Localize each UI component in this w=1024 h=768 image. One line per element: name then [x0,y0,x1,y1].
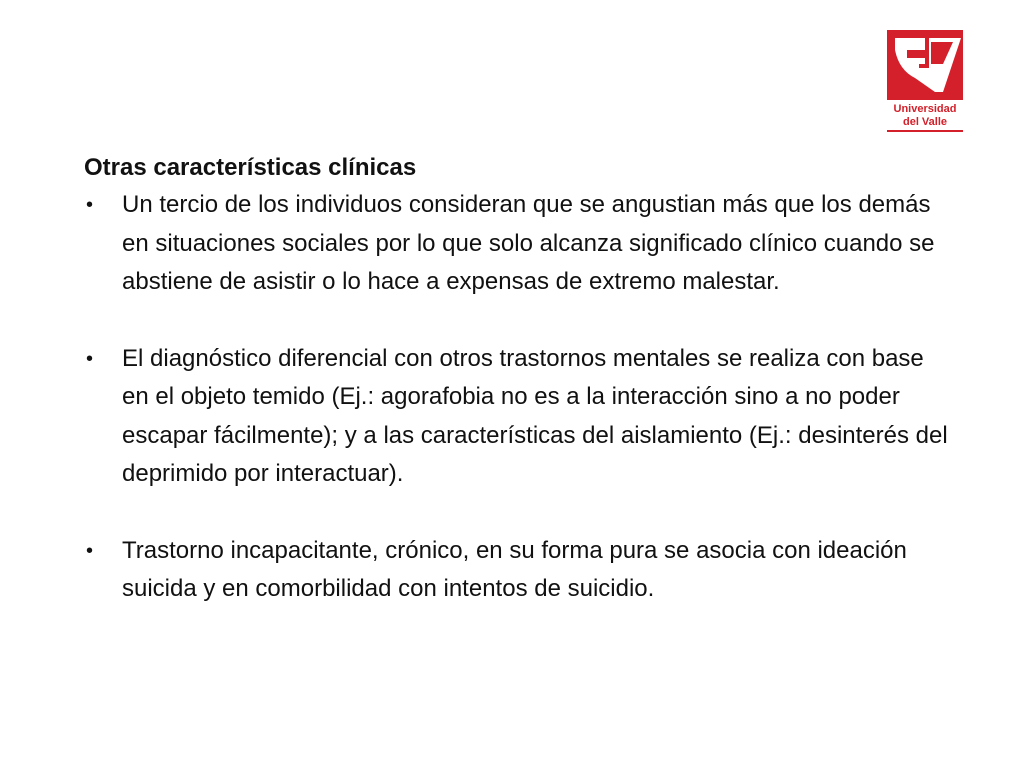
bullet-list [84,186,954,609]
slide-content [84,150,954,609]
univalle-emblem-icon [885,28,965,102]
logo-underline [887,130,963,132]
bullet-text: Trastorno incapacitante, crónico, en su forma pura se asocia con ideación suicida y en comorbilidad con intentos de suicidio. [122,536,907,602]
logo-text-line2: del Valle [902,116,948,128]
bullet-text: Un tercio de los individuos consideran que se angustian más que los demás en situaciones sociales por lo que solo alcanza significado clínico cuando se abstiene de asistir o lo hace a expensas de extremo malestar. [122,191,935,295]
bullet-item [84,340,954,494]
bullet-item [84,532,954,609]
bullet-text: El diagnóstico diferencial con otros trastornos mentales se realiza con base en el objeto temido (Ej.: agorafobia no es a la interacción sino a no poder escapar fácilmente); y a las características del aislamiento (Ej.: desinterés del deprimido por interactuar). [122,344,948,487]
bullet-icon: • [86,539,94,562]
bullet-icon: • [86,194,94,216]
bullet-item [84,186,954,302]
logo-text-line1: Universidad [893,103,957,115]
university-logo [885,28,965,134]
slide-heading: Otras características clínicas [84,154,417,181]
bullet-icon: • [86,347,94,370]
